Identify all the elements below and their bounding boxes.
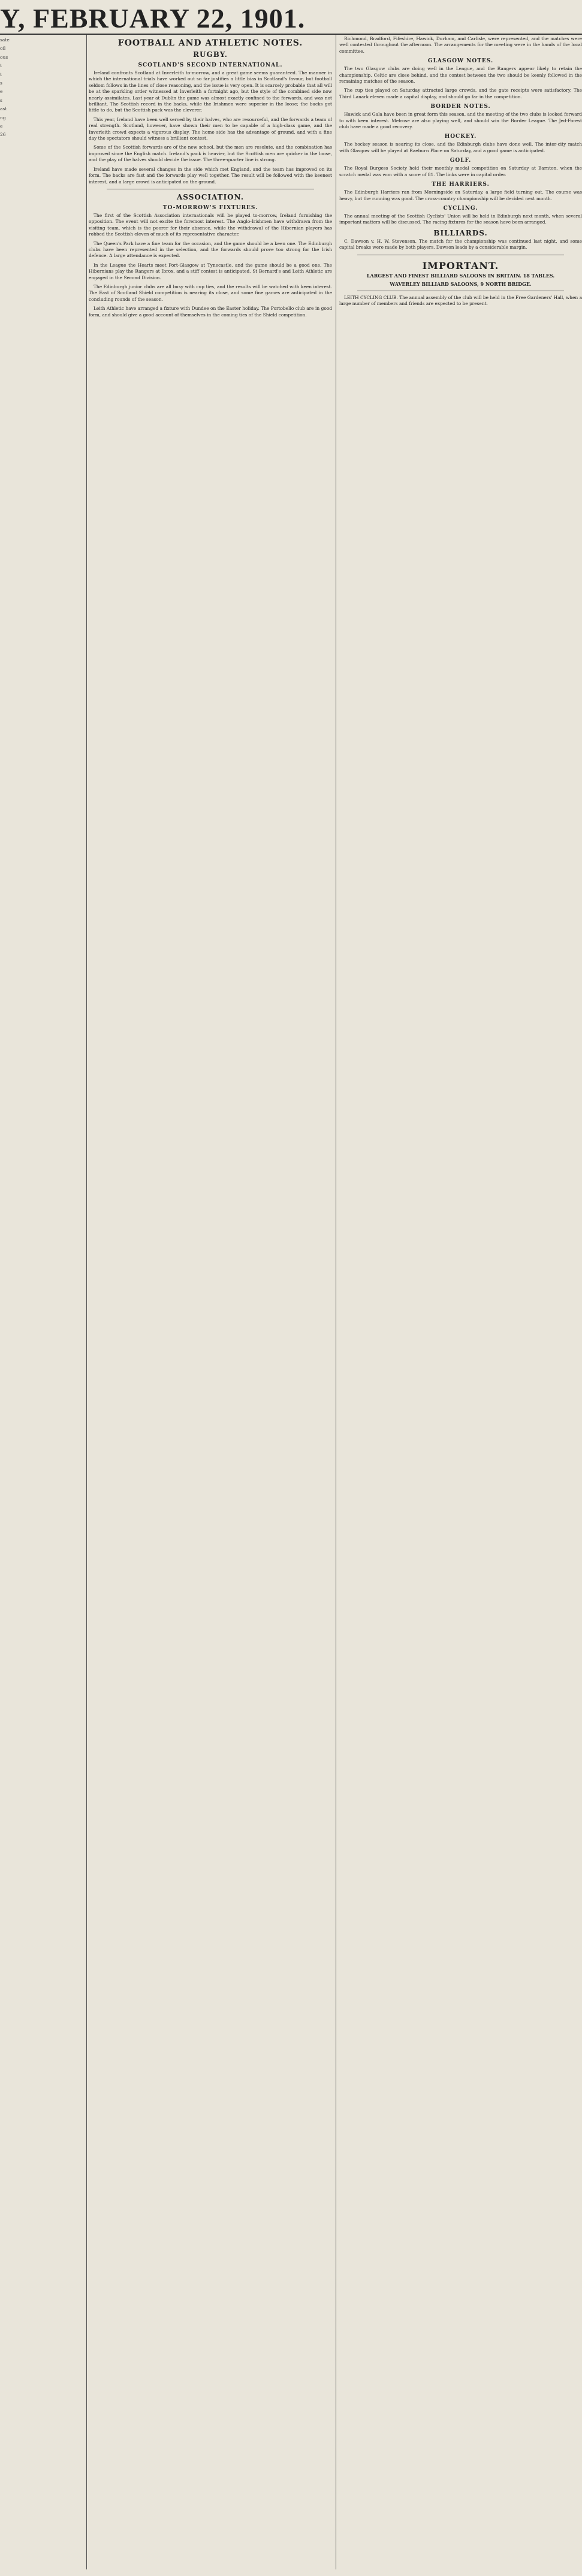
- middle-column: [89, 36, 332, 2571]
- article-paragraph: This year, Ireland have been well served by their halves, who are resourceful, and the forwards a team of real strength. Scotland, however, have shown their men to be capable of a high-class game, and the Inverleith crowd expects a vigorous display. The home side has the advantage of ground, and with a fine day the spectators should witness a brilliant contest.: [89, 116, 332, 141]
- article-paragraph: The Royal Burgess Society held their monthly medal competition on Saturday at Barnton, when the scratch medal was won with a score of 81. The links were in capital order.: [339, 165, 582, 177]
- article-paragraph: In the League the Hearts meet Port-Glasgow at Tynecastle, and the game should be a good one. The Hibernians play the Rangers at Ibrox, and a stiff contest is anticipated. St Bernard's and Leith Athletic are engaged in the Second Division.: [89, 262, 332, 280]
- advertisement-title: IMPORTANT.: [422, 259, 499, 271]
- article-paragraph: C. Dawson v. H. W. Stevenson. The match for the championship was continued last night, and some capital breaks were made by both players. Dawson leads by a considerable margin.: [339, 238, 582, 250]
- fragment-line: s: [0, 97, 2, 103]
- section-heading-rugby: RUGBY.: [193, 50, 228, 59]
- fragment-line: ast: [0, 106, 7, 112]
- fragment-line: e: [0, 89, 3, 95]
- right-column: [339, 36, 582, 2571]
- subheading-border: BORDER NOTES.: [430, 104, 491, 110]
- subheading-harriers: THE HARRIERS.: [432, 182, 490, 188]
- column-rule-1: [86, 35, 87, 2569]
- masthead-date: Y, FEBRUARY 22, 1901.: [0, 3, 306, 34]
- subheading-fixtures: TO-MORROW'S FIXTURES.: [162, 204, 258, 211]
- subheading-hockey: HOCKEY.: [444, 134, 477, 140]
- section-heading-association: ASSOCIATION.: [176, 192, 245, 201]
- advertisement-subtitle: LARGEST AND FINEST BILLIARD SALOONS IN BRITAIN. 18 TABLES.: [366, 272, 555, 279]
- subheading-cycling: CYCLING.: [443, 205, 478, 212]
- article-paragraph: Richmond, Bradford, Fifeshire, Hawick, Durham, and Carlisle, were represented, and the matches were well contested throughout the afternoon. The arrangements for the meeting were in the hands of the local committee.: [339, 36, 582, 54]
- masthead: [0, 0, 582, 35]
- article-paragraph: Some of the Scottish forwards are of the new school, but the men are resolute, and the combination has improved since the English match. Ireland's pack is heavier, but the Scottish men are quicker in the loose, and the play of the halves should decide the issue. The three-quarter line is strong.: [89, 144, 332, 163]
- fragment-line: oil: [0, 46, 6, 52]
- subheading-golf: GOLF.: [450, 158, 472, 164]
- fragment-line: 26: [0, 132, 6, 138]
- article-paragraph: The hockey season is nearing its close, and the Edinburgh clubs have done well. The inter-city match with Glasgow will be played at Raeburn Place on Saturday, and a good game is anticipated.: [339, 141, 582, 153]
- article-paragraph: The cup ties played on Saturday attracted large crowds, and the gate receipts were satisfactory. The Third Lanark eleven made a capital display, and should go far in the competition.: [339, 87, 582, 99]
- subheading-glasgow: GLASGOW NOTES.: [427, 58, 494, 65]
- fragment-line: ous: [0, 54, 8, 60]
- fragment-line: sate: [0, 37, 10, 43]
- article-paragraph: The annual meeting of the Scottish Cyclists' Union will be held in Edinburgh next month, when several important matters will be discussed. The racing fixtures for the season have been arranged.: [339, 213, 582, 225]
- article-paragraph: The first of the Scottish Association internationals will be played to-morrow, Ireland furnishing the opposition. The event will not excite the foremost interest. The Anglo-Irishmen have withdrawn from the visiting team, which is the poorer for their absence, while the withdrawal of the Hibernian players has robbed the Scottish eleven of much of its representative character.: [89, 212, 332, 237]
- article-paragraph: The Queen's Park have a fine team for the occasion, and the game should be a keen one. The Edinburgh clubs have been represented in the selection, and the forwards should prove too strong for the Irish defence. A large attendance is expected.: [89, 240, 332, 259]
- article-paragraph: The Edinburgh junior clubs are all busy with cup ties, and the results will be watched with keen interest. The East of Scotland Shield competition is nearing its close, and some fine games are anticipated in the concluding rounds of the season.: [89, 283, 332, 302]
- fragment-line: e: [0, 123, 3, 129]
- fragment-line: s: [0, 80, 2, 86]
- article-paragraph: Leith Athletic have arranged a fixture with Dundee on the Easter holiday. The Portobello club are in good form, and should give a good account of themselves in the coming ties of the Shield competition.: [89, 306, 332, 318]
- article-paragraph: Hawick and Gala have been in great form this season, and the meeting of the two clubs is looked forward to with keen interest. Melrose are also playing well, and should win the Border League. The Jed-Forest club have made a good recovery.: [339, 111, 582, 130]
- article-paragraph: The Edinburgh Harriers ran from Morningside on Saturday, a large field turning out. The course was heavy, but the running was good. The cross-country championship will be decided next month.: [339, 189, 582, 201]
- fragment-line: ng: [0, 114, 6, 120]
- article-paragraph: Ireland confronts Scotland at Inverleith to-morrow, and a great game seems guaranteed. The manner in which the international trials have worked out so far justifies a little bias in Scotland's favour, but football seldom follows in the lines of close reasoning, and the issue is very open. It is scarcely probable that all will be at the sparkling order witnessed at Inverleith a fortnight ago, but the style of the combined side now nearly assimilates. Last year at Dublin the game was almost exactly confined to the forwards, and was not brilliant. The Scottish record in the backs, while the Irishmen were superior in the loose; the backs got little to do, but the Scottish pack was the cleverer.: [89, 70, 332, 113]
- article-paragraph: LEITH CYCLING CLUB. The annual assembly of the club will be held in the Free Gardeners' Hall, when a large number of members and friends are expected to be present.: [339, 294, 582, 306]
- subheading-international: SCOTLAND'S SECOND INTERNATIONAL.: [138, 62, 283, 68]
- left-column-fragment: [0, 36, 84, 2571]
- article-paragraph: The two Glasgow clubs are doing well in the League, and the Rangers appear likely to retain the championship. Celtic are close behind, and the contest between the two should be keenly followed in the remaining matches of the season.: [339, 66, 582, 84]
- fragment-line: t: [0, 71, 2, 77]
- section-heading-football: FOOTBALL AND ATHLETIC NOTES.: [117, 38, 303, 48]
- advertisement-address: WAVERLEY BILLIARD SALOONS, 9 NORTH BRIDGE.: [390, 280, 532, 287]
- subheading-billiards: BILLIARDS.: [433, 228, 488, 237]
- fragment-line: t: [0, 63, 2, 69]
- article-paragraph: Ireland have made several changes in the side which met England, and the team has improved on its form. The backs are fast and the forwards play well together. The result will be followed with the keenest interest, and a large crowd is anticipated on the ground.: [89, 166, 332, 185]
